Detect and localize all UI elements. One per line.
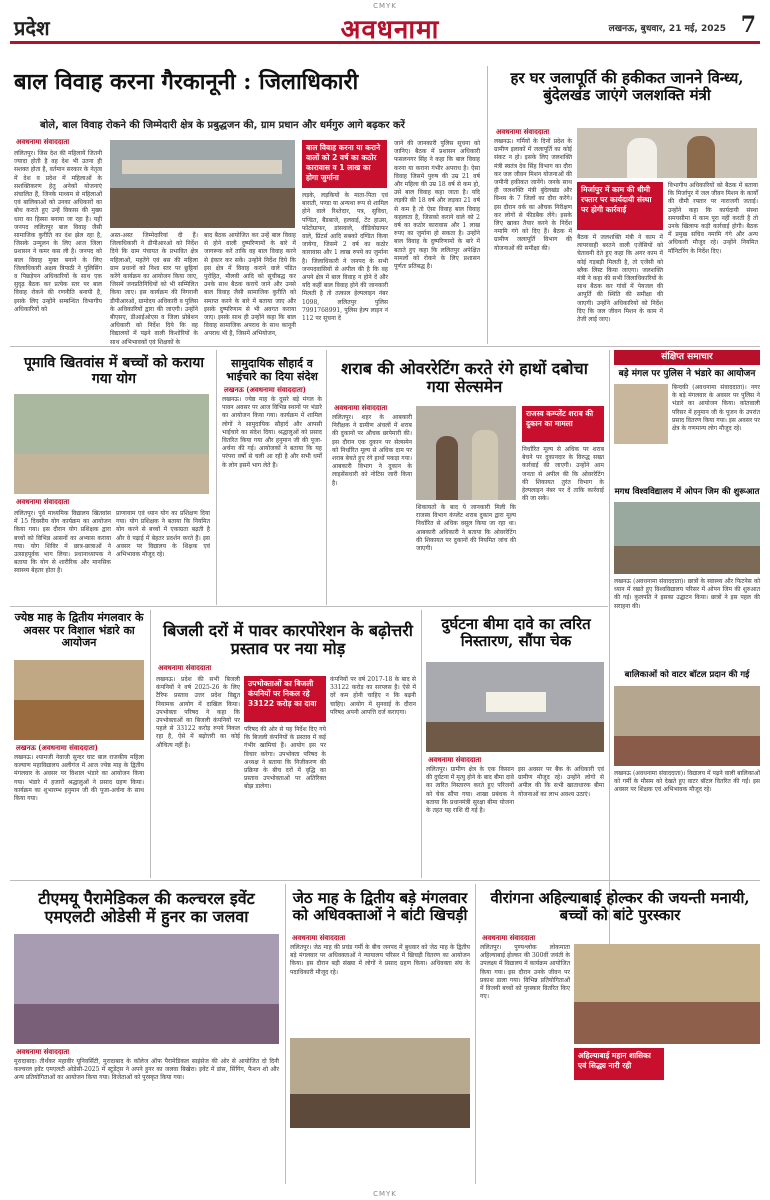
column-divider [475, 884, 476, 1184]
power-headline: बिजली दरों में पावर कारपोरेशन के बढ़ोत्तरी प्रस्ताव पर नया मोड़ [163, 621, 413, 659]
section-label: प्रदेश [14, 16, 50, 40]
brief-2-headline: मगध विश्वविद्यालय में ओपन जिम की शुरूआत [614, 487, 760, 497]
insurance-byline: अवधनामा संवाददाता [428, 756, 482, 764]
lead-subhead: बोले, बाल विवाह रोकने की जिम्मेदारी क्षेत्र के प्रबुद्धजन की, ग्राम प्रधान और धर्मगुरु आगे बढ़कर करें [40, 120, 405, 131]
tmu-text: मुरादाबाद। तीर्थंकर महावीर यूनिवर्सिटी, मुरादाबाद के कॉलेज ऑफ पैरामेडिकल साइंसेज की ओर से आयोजित दो दिनी कल्चरल इवेंट एमएलटी ओडेसी-2025 में स्टूडेंट्स ने अपने हुनर का जलवा बिखेरा। इवेंट में डांस, सिंगिंग, फैशन शो और अन्य प्रतियोगिताओं का आयोजन किया गया। विजेताओं को पुरस्कृत किया गया। [14, 1058, 279, 1082]
tmu-byline: अवधनामा संवाददाता [16, 1048, 70, 1056]
water-photo-minister [577, 128, 757, 178]
lead-col-2: अस्त-अस्त जिम्मेदारियां दी हैं। जिलाधिकारी ने डीपीआरओ को निर्देश दिये कि ग्राम पंचायत के प्रभावित क्षेत्र महिलाओं, महतेंगे एवं बस की महिला ग्राम प्रधानों को निशा स्तर पर छुट्टियां करेंगे कार्यक्रम का आयोजन किया जाए, जिसमें जनप्रतिनिधियों को भी सम्मिलित किया जाए। इस कार्यक्रम की निगरानी डीपीआरओ, ग्रामोदय अधिकारी व पुलिस के अधिकारियों द्वारा की जाएगी। उन्होंने बीएसए, डीआईओएस व जिला प्रोबेशन अधिकारी को निर्देश दिये कि वह विद्यालयों में पढ़ने वाली किशोरियों के साथ अभिभावकों एवं शिक्षकों के [110, 232, 198, 346]
lead-photo-meeting [110, 140, 295, 228]
liquor-col-1: ललितपुर। शहर के आबकारी निरीक्षक ने ग्रामीण अंचलों में शराब की दुकानों पर औचक छापेमारी की। इस दौरान एक दुकान पर सेल्समेन को निर्धारित मूल्य से अधिक दाम पर शराब बेचते हुए रंगे हाथों पकड़ा गया। आबकारी विभाग ने दुकान के लाइसेंसधारी को नोटिस जारी किया है। [332, 414, 412, 487]
water-col-1: लखनऊ। गर्मियों के दिनों प्रदेश के ग्रामीण इलाकों में जलापूर्ति का कोई संकट न हो। इसके लिए जलशक्ति मंत्री स्वतंत्र देव सिंह विभाग का दौरा कर जल जीवन मिशन योजनाओं की जमीनी हकीकत जानेंगे। जनके साथ ही जलशक्ति मंत्री बुंदेलखंड और विन्ध्य के 7 जिलों का दौरा करेंगे। इस दौरान वर्क का औचक निरीक्षण कर लोगों से फीडबैक लेंगे। इसके लिए खाका तैयार करने के निर्देश नमामि गंगे को दिए हैं। बैठक में ग्रामीण जलापूर्ति विभाग की योजनाओं की समीक्षा की। [494, 138, 572, 252]
khichdi-text: ललितपुर। जेठ माह की प्रचंड गर्मी के बीच जनपद में बुधवार को जेठ माह के द्वितीय बड़े मंगलवार पर अधिवक्ताओं ने न्यायालय परिसर में खिचड़ी वितरण का आयोजन किया। इस दौरान बड़ी संख्या में लोगों ने प्रसाद ग्रहण किया। अधिवक्ता संघ के पदाधिकारी मौजूद रहे। [290, 944, 470, 976]
brief-news-bar: संक्षिप्त समाचार [614, 350, 760, 365]
cmyk-marker-top: CMYK [373, 2, 397, 10]
brief-2-photo [614, 502, 760, 574]
lead-col-3: बाद बैठक आयोजित कर उन्हें बाल विवाह से होने वाली दुष्परिणामों के बारे में जागरूक करें ताकि वह बाल विवाह करने से इंकार कर सकें। उन्होंने निर्देश दिये कि इस क्षेत्र में विवाह कराने वाले पंडित पुरोहित, मौलवी आदि को सूचीबद्ध कर उनके साथ बैठक करायें जाने और उनसे बाल विवाह जैसी सामाजिक कुरीति को समाप्त करने के बारे में बताया जाए और इसके दुष्परिणाम से भी अवगत कराया जाए। इसके साथ ही उन्होंने कहा कि बाल विवाह सामाजिक अपराध के साथ कानूनी अपराध भी है, जिसमें अभियोजन, [204, 232, 296, 338]
column-divider [150, 610, 151, 878]
power-highlight-box [244, 676, 326, 722]
insurance-col-1: ललितपुर। ग्रामीण क्षेत्र के एक किसान की दुर्घटना में मृत्यु होने के बाद बीमा दावे का त्वरित निस्तारण करते हुए परिजनों को चेक सौंपा गया। शाखा प्रबंधक ने बताया कि प्रधानमंत्री सुरक्षा बीमा योजना के तहत यह राशि दी गई है। [426, 766, 514, 815]
row-divider-3 [10, 880, 760, 881]
newspaper-logo [310, 10, 470, 45]
insurance-col-2: इस अवसर पर बैंक के अधिकारी एवं ग्रामीण मौजूद रहे। उन्होंने लोगों से अपील की कि सभी खाताधारक बीमा योजनाओं का लाभ अवश्य उठाएं। [518, 766, 604, 798]
yoga-col-1: ललितपुर। पूर्व माध्यमिक विद्यालय खितवांस में 15 दिवसीय योग कार्यक्रम का आयोजन किया गया। इस दौरान योग प्रशिक्षक द्वारा बच्चों को विभिन्न आसनों का अभ्यास कराया गया। योग शिविर में छात्र-छात्राओं ने उत्साहपूर्वक भाग लिया। प्रधानाध्यापक ने बताया कि योग से शारीरिक और मानसिक स्वास्थ्य बेहतर होता है। [14, 510, 111, 575]
ahilyabai-text: ललितपुर। पुण्यश्लोक लोकमाता अहिल्याबाई होल्कर की 300वीं जयंती के उपलक्ष्य में विद्यालय में कार्यक्रम आयोजित किया गया। इस दौरान उनके जीवन पर प्रकाश डाला गया। विभिन्न प्रतियोगिताओं में विजयी बच्चों को पुरस्कार वितरित किए गए। [480, 944, 570, 1001]
column-divider [216, 350, 217, 605]
bhandara-headline: ज्येष्ठ माह के द्वितीय मंगलवार के अवसर पर विशाल भंडारे का आयोजन [14, 611, 144, 650]
ahilyabai-headline: वीरांगना अहिल्याबाई होल्कर की जयन्ती मनायी, बच्चों को बांटे पुरस्कार [490, 889, 750, 925]
bhandara-photo [14, 660, 144, 740]
insurance-photo-cheque [426, 662, 604, 752]
liquor-col-3: निर्धारित मूल्य से अधिक पर शराब बेचने पर दुकानदार के विरुद्ध सख्त कार्रवाई की जाएगी। उन्होंने आम जनता से अपील की कि ओवररेटिंग की शिकायत तुरंत विभाग के हेल्पलाइन नंबर पर दें ताकि कार्रवाई की जा सके। [522, 446, 604, 503]
khichdi-byline: अवधनामा संवाददाता [292, 934, 346, 942]
harmony-headline: सामुदायिक सौहार्द व भाईचारे का दिया संदेश [226, 357, 318, 383]
bhandara-text: लखनऊ। श्यामजी नेवाजी सुन्दर घाट बाल राजकीय महिला कल्याण महाविद्यालय अलीगंज में आज ज्येष्ठ माह के द्वितीय मंगलवार के अवसर पर विशाल भंडारे का आयोजन किया गया। भंडारे में हजारों श्रद्धालुओं ने प्रसाद ग्रहण किया। कार्यक्रम का शुभारम्भ हनुमान जी की पूजा-अर्चना के साथ किया गया। [14, 754, 144, 803]
tmu-headline: टीएमयू पैरामेडिकल की कल्चरल इवेंट एमएलटी ओडेसी में हुनर का जलवा [38, 889, 255, 927]
brief-1-headline: बड़े मंगल पर पुलिस ने भंडारे का आयोजन [618, 369, 756, 379]
yoga-headline: पूमावि खितवांस में बच्चों को कराया गया योग [23, 355, 205, 388]
column-divider [285, 884, 286, 1184]
harmony-text: लखनऊ। ज्येष्ठ माह के दूसरे बड़े मंगल के पावन अवसर पर आज विभिन्न स्थानों पर भंडारे का आयोजन किया गया। कार्यक्रम में शामिल लोगों ने सामुदायिक सौहार्द और आपसी भाईचारे का संदेश दिया। श्रद्धालुओं को प्रसाद वितरित किया गया और हनुमान जी की पूजा-अर्चना की गई। आयोजकों ने बताया कि यह परंपरा वर्षों से चली आ रही है और सभी धर्मों के लोग इसमें भाग लेते हैं। [222, 396, 322, 469]
brief-2-text: लखनऊ (अवधनामा संवाददाता)। छात्रों के स्वास्थ्य और फिटनेस को ध्यान में रखते हुए विश्वविद्यालय परिसर में ओपन जिम की शुरुआत की गई। कुलपति ने इसका उद्घाटन किया। छात्रों ने इस पहल की सराहना की। [614, 578, 760, 610]
brief-1-text: बिन्दकी (अवधनामा संवाददाता)। नगर के बड़े मंगलवार के अवसर पर पुलिस ने भंडारे का आयोजन किया। कोतवाली परिसर में हनुमान जी के पूजन के उपरांत प्रसाद वितरण किया गया। इस अवसर पर क्षेत्र के गणमान्य लोग मौजूद रहे। [672, 384, 760, 433]
liquor-col-2: शिकायतों के बाद ये जानकारी मिली कि राजस्व विभाग कंप्लेंट शराब दुकान द्वारा मूल्य निर्धारित से अधिक वसूल किया जा रहा था। आबकारी अधिकारी ने बताया कि ओवररेटिंग की शिकायत पर दुकानों की नियमित जांच की जाएगी। [416, 504, 516, 553]
brief-3-headline: बालिकाओं को वाटर बॉटल प्रदान की गई [624, 670, 750, 680]
tmu-photo-event [14, 934, 279, 1044]
brief-3-text: लखनऊ (अवधनामा संवाददाता)। विद्यालय में पढ़ने वाली बालिकाओं को गर्मी के मौसम को देखते हुए वाटर बॉटल वितरित की गईं। इस अवसर पर शिक्षक एवं अभिभावक मौजूद रहे। [614, 770, 760, 794]
brief-3-photo [614, 686, 760, 766]
power-col-2: परिषद की ओर से यह निर्देश दिए गये कि बिजली कंपनियों के प्रस्ताव में कई गंभीर खामियां हैं। आयोग इस पर विचार करेगा। उपभोक्ता परिषद के अध्यक्ष ने बताया कि निजीकरण की प्रक्रिया के बीच दरों में वृद्धि का प्रस्ताव उपभोक्ताओं पर अतिरिक्त बोझ डालेगा। [244, 726, 326, 791]
liquor-headline: शराब की ओवररेटिंग करते रंगे हाथों दबोचा गया सेल्समेन [341, 359, 588, 397]
lead-highlight-text: बाल विवाह करना या कराने वालों को 2 वर्ष का कठोर कारावास व 1 लाख का होगा जुर्माना [306, 143, 381, 182]
lead-headline: बाल विवाह करना गैरकानूनी : जिलाधिकारी [14, 69, 359, 95]
power-byline: अवधनामा संवाददाता [158, 664, 212, 672]
yoga-col-2: प्राणायाम एवं ध्यान योग का प्रशिक्षण दिया गया। योग प्रशिक्षक ने बताया कि नियमित योग करने से बच्चों में एकाग्रता बढ़ती है और वे पढ़ाई में बेहतर प्रदर्शन करते हैं। इस अवसर पर विद्यालय के शिक्षक एवं अभिभावक मौजूद रहे। [116, 510, 210, 559]
ahilyabai-highlight-box [574, 1048, 664, 1080]
power-col-1: लखनऊ। प्रदेश की सभी बिजली कंपनियों ने वर्ष 2025-26 के लिए टैरिफ प्रस्ताव उत्तर प्रदेश विद्युत नियामक आयोग में दाखिल किया। उपभोक्ता परिषद ने कहा कि उपभोक्ताओं का बिजली कंपनियों पर पहले से 33122 करोड़ रुपये निकल रहा है, ऐसे में बढ़ोत्तरी का कोई औचित्य नहीं है। [156, 676, 240, 749]
row-divider-2 [10, 606, 608, 607]
column-divider [487, 66, 488, 344]
water-col-2: बैठक में जलशक्ति मंत्री ने काम में लापरवाही बरतने वाली एजेंसियों को चेतावनी देते हुए कहा कि अगर काम में कोई गड़बड़ी मिलती है, तो एजेंसी को ब्लैक लिस्ट किया जाएगा। जलशक्ति मंत्री ने कहा की सभी जिलाधिकारियों के साथ बैठक कर गांवों में पेयजल की आपूर्ति की स्थिति की समीक्षा की जाएगी। उन्होंने अधिकारियों को निर्देश दिए कि जल जीवन मिशन के काम में तेजी लाई जाए। [577, 234, 663, 324]
power-highlight-text: उपभोक्ताओं का बिजली कंपनियों पर निकल रहे 33122 करोड़ का दावा [248, 679, 317, 708]
water-highlight-box [577, 182, 663, 230]
yoga-photo-children [14, 394, 209, 494]
harmony-byline: लखनऊ (अवधनामा संवाददाता) [224, 386, 306, 394]
lead-col-1: ललितपुर। जिस देश की महिलायें जितनी ज्यादा होती है वह देश भी उतना ही सशक्त होता है, वर्तमान सरकार के नेतृत्व में देश व प्रदेश में महिलाओं के सशक्तिकरण हेतु अनेकों योजनाएं संचालित हैं, जिनके माध्यम से महिलाओं एवं बालिकाओं को उनका अधिकारों का बोध कराते हुए उन्हें विकास की मुख्य धारा का हिस्सा बनाया जा रहा है। यही जनपद ललितपुर बाल विवाह जैसी सामाजिक कुरीति का दंश झेल रहा है, जिसके उन्मूलन के लिए आज जिला प्रशासन ने कमर कस ली है। जनपद को बाल विवाह मुक्त बनाने के लिए जिलाधिकारी अक्षय त्रिपाठी ने पुलिसिंग व पिछड़ेपन अधिकारियों के साथ एक सुदृढ़ बैठक कर प्रत्येक स्तर पर बाल विवाह रोकने की रणनीति बनायी है, इसके लिए उन्होंने सम्बन्धित विभागीय अधिकारियों को [14, 150, 102, 313]
liquor-highlight-box [522, 406, 604, 442]
issue-date: लखनऊ, बुधवार, 21 मई, 2025 [608, 24, 726, 34]
power-col-3: कंपनियों पर वर्ष 2017-18 के बाद से 33122 करोड़ का सरप्लस है। ऐसे में दरें कम होनी चाहिए न कि बढ़नी चाहिए। आयोग में सुनवाई के दौरान परिषद अपनी आपत्ति दर्ज कराएगा। [330, 676, 416, 716]
masthead [10, 10, 760, 44]
yoga-byline: अवधनामा संवाददाता [16, 498, 70, 506]
column-divider [421, 610, 422, 878]
lead-byline: अवधनामा संवाददाता [16, 138, 70, 146]
lead-col-4: लड़के, लड़कियों के माता-पिता एवं बाराती, पण्डा या अन्यथा रूप से शामिल होने वाले रिश्तेदार, पत्र, सुविधा, पण्डित, बैंडबाजे, हलवाई, टेंट हाउस, फोटोग्राफर, डांसवाले, वीडियोग्राफर वाले, प्रिंटर्स आदि सबको दण्डित किया जायेगा, जिसमें 2 वर्ष का कठोर कारावास और 1 लाख रुपये का जुर्माना है। जिलाधिकारी ने जनपद के सभी जनपदवासियों से अपील की है कि वह अपने क्षेत्र में बाल विवाह न होने दें और यदि कहीं बाल विवाह होने की जानकारी मिलती है तो तत्काल हेल्पलाइन नंबर 1098, ललितपुर पुलिस 7991768991, पुलिस हेल्प लाइन नं 112 पर सूचना दें [302, 192, 388, 323]
logo-text: अवधनामा [340, 15, 440, 45]
brief-1-photo [614, 384, 668, 444]
bhandara-byline: लखनऊ (अवधनामा संवाददाता) [16, 744, 98, 752]
khichdi-headline: जेठ माह के द्वितीय बड़े मंगलवार को अधिवक्ताओं ने बांटी खिचड़ी [292, 889, 468, 925]
liquor-highlight-text: राजस्व कम्प्लेंट शराब की दुकान का मामला [526, 409, 594, 428]
ahilyabai-photo [574, 944, 760, 1044]
ahilyabai-byline: अवधनामा संवाददाता [482, 934, 536, 942]
water-headline: हर घर जलापूर्ति की हकीकत जानने विन्ध्य, बुंदेलखंड जाएंगे जलशक्ति मंत्री [510, 69, 744, 105]
khichdi-photo [290, 1038, 470, 1128]
lead-col-5: जाने की जानकारी पुलिस सूचना को जानिए। बैठक में प्रशासन अधिकारी फसलनगर सिंह ने कहा कि बाल विवाह करना या कराना गंभीर अपराध है। ऐसा विवाह जिसमें पुरुष की उम्र 21 वर्ष और महिला की उम्र 18 वर्ष से कम हो, उसे बाल विवाह कहा जाता है। यदि लड़की की 18 वर्ष और लड़का 21 वर्ष से कम है तो ऐसा विवाह बाल विवाह कहलाता है, जिसको कराने वाले को 2 वर्ष का कठोर कारावास और 1 लाख रुपए का जुर्माना हो सकता है। उन्होंने बाल विवाह के दुष्परिणामों के बारे में बताते हुए कहा कि ललितपुर अपेक्षित मामलों को रोकने के लिए प्रशासन पूर्णतः प्रतिबद्ध है। [394, 140, 480, 271]
page-number: 7 [740, 12, 756, 38]
column-divider [326, 350, 327, 605]
liquor-byline: अवधनामा संवाददाता [334, 404, 388, 412]
water-col-3: विभागीय अधिकारियों को बैठक में बताया कि मिर्जापुर में जल जीवन मिशन के कार्यों की धीमी रफ्तार पर नाराजगी जताई। उन्होंने कहा कि कार्यदायी संस्था समयसीमा में काम पूरा नहीं करती है तो उनके खिलाफ कड़ी कार्रवाई होगी। बैठक में प्रमुख सचिव नमामि गंगे और अन्य अधिकारी मौजूद रहे। उन्होंने नियमित मॉनिटरिंग के निर्देश दिए। [668, 182, 758, 255]
insurance-headline: दुर्घटना बीमा दावे का त्वरित निस्तारण, सौंपा चेक [441, 615, 591, 651]
water-byline: अवधनामा संवाददाता [496, 128, 550, 136]
lead-highlight-box [302, 140, 387, 188]
row-divider-1 [10, 346, 760, 347]
water-highlight-text: मिर्जापुर में काम की धीमी रफ्तार पर कार्यदायी संस्था पर होगी कार्रवाई [581, 185, 652, 214]
liquor-photo-arrest [416, 406, 516, 500]
ahilyabai-highlight-text: अहिल्याबाई महान शासिका एवं सिद्ध्य नारी रही [578, 1051, 651, 1070]
cmyk-marker-bottom: CMYK [373, 1190, 397, 1198]
